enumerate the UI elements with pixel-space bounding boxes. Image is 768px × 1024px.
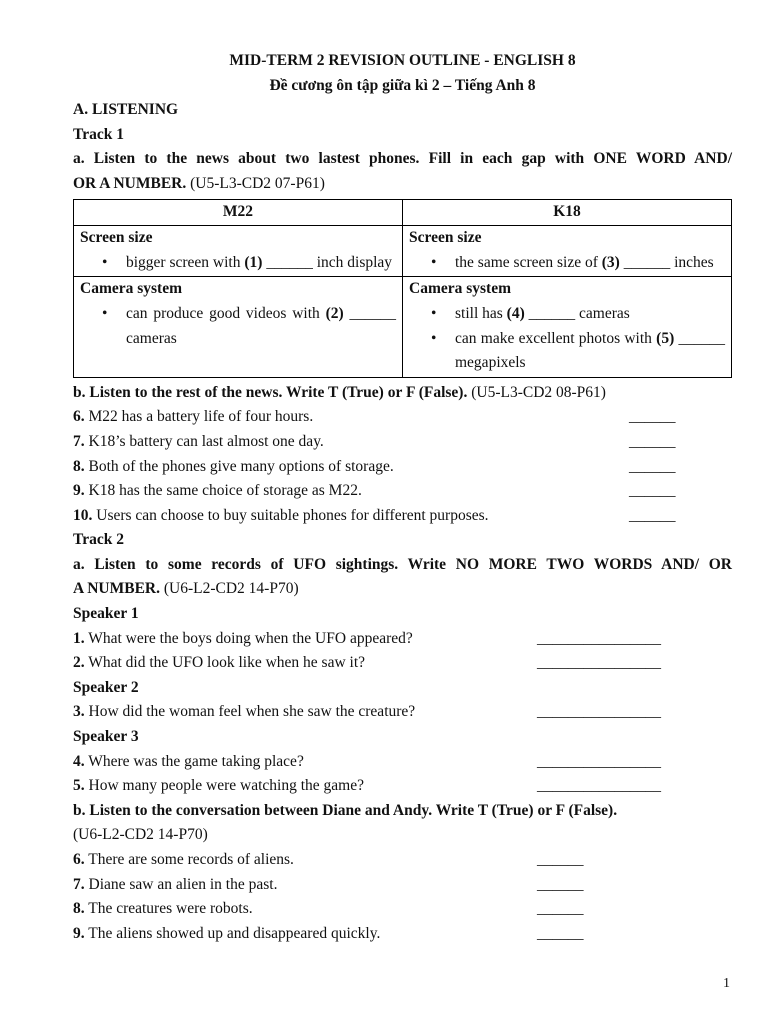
track1-b-instruction <box>73 381 732 406</box>
table-cell <box>74 277 403 377</box>
item-text: still has <box>455 304 507 322</box>
cell-heading: Camera system <box>80 280 183 298</box>
true-false-item <box>73 504 732 529</box>
list-item <box>126 251 396 276</box>
answer-blank: ______ <box>629 432 676 450</box>
answer-blank: ______ <box>537 924 584 942</box>
bullet-list <box>80 302 396 351</box>
question <box>73 750 304 775</box>
item-number: 3. <box>73 703 85 721</box>
item-text: the same screen size of <box>455 253 602 271</box>
question-text: Where was the game taking place? <box>84 752 304 770</box>
column-header-k18: K18 <box>403 199 732 226</box>
gap-number: (4) <box>506 304 525 322</box>
document-title: MID-TERM 2 REVISION OUTLINE - ENGLISH 8 <box>229 52 576 69</box>
answer-blank: ______ <box>629 408 676 426</box>
true-false-item <box>73 897 732 922</box>
question <box>73 700 415 725</box>
speaker-2-label: Speaker 2 <box>73 678 139 696</box>
item-number: 8. <box>73 457 85 475</box>
true-false-item <box>73 405 732 430</box>
item-number: 7. <box>73 875 85 893</box>
question-item <box>73 774 732 799</box>
question-item <box>73 627 732 652</box>
table-header-row <box>74 199 732 226</box>
item-number: 7. <box>73 432 85 450</box>
table-row <box>74 226 732 277</box>
gap-number: (3) <box>601 253 620 271</box>
table-cell <box>403 226 732 277</box>
track2-b-reference: (U6-L2-CD2 14-P70) <box>73 826 208 844</box>
statement <box>73 430 324 455</box>
instruction-reference: (U5-L3-CD2 07-P61) <box>186 174 325 192</box>
true-false-item <box>73 455 732 480</box>
answer-blank: ________________ <box>537 629 661 647</box>
track2-b-instruction: b. Listen to the conversation between Diane and Andy. Write T (True) or F (False). <box>73 801 618 819</box>
bullet-list <box>409 251 725 276</box>
item-number: 6. <box>73 408 85 426</box>
question <box>73 774 364 799</box>
statement <box>73 922 380 947</box>
answer-blank: ______ <box>629 482 676 500</box>
statement <box>73 479 362 504</box>
true-false-item <box>73 848 732 873</box>
track1-heading: Track 1 <box>73 125 124 143</box>
statement-text: Diane saw an alien in the past. <box>84 875 278 893</box>
page-number: 1 <box>723 976 730 991</box>
statement <box>73 897 253 922</box>
question-text: What did the UFO look like when he saw it? <box>84 654 366 672</box>
item-number: 6. <box>73 851 85 868</box>
item-text: ______ inch display <box>262 253 393 271</box>
question-item <box>73 651 732 676</box>
statement-text: Both of the phones give many options of storage. <box>84 457 394 475</box>
statement-text: The creatures were robots. <box>84 900 253 918</box>
gap-number: (1) <box>244 253 263 271</box>
item-number: 9. <box>73 924 85 942</box>
gap-number: (2) <box>325 304 344 322</box>
speaker-1-label: Speaker 1 <box>73 605 139 623</box>
table-cell <box>74 226 403 277</box>
track1-a-instruction-line2 <box>73 172 732 197</box>
column-header-m22: M22 <box>74 199 403 226</box>
question-item <box>73 700 732 725</box>
item-number: 4. <box>73 752 85 770</box>
statement <box>73 405 313 430</box>
instruction-reference: (U6-L2-CD2 14-P70) <box>159 580 299 598</box>
question <box>73 651 365 676</box>
statement-text: K18’s battery can last almost one day. <box>84 432 324 450</box>
statement-text: The aliens showed up and disappeared quickly. <box>84 924 381 942</box>
answer-blank: ______ <box>629 506 676 524</box>
statement-text: Users can choose to buy suitable phones for different purposes. <box>92 506 489 524</box>
answer-blank: ________________ <box>537 703 661 721</box>
cell-heading: Camera system <box>409 280 512 298</box>
statement-text: M22 has a battery life of four hours. <box>84 408 314 426</box>
statement <box>73 848 294 873</box>
question-text: How many people were watching the game? <box>84 777 364 795</box>
track1-a-instruction-line1: a. Listen to the news about two lastest phones. Fill in each gap with ONE WORD AND/ <box>73 150 732 168</box>
answer-blank: ______ <box>537 851 584 868</box>
track2-a-instruction-line1: a. Listen to some records of UFO sightings. Write NO MORE TWO WORDS AND/ OR <box>73 555 732 573</box>
question-text: How did the woman feel when she saw the creature? <box>84 703 416 721</box>
instruction-bold: OR A NUMBER. <box>73 174 187 192</box>
document-page <box>73 49 732 946</box>
question-text: What were the boys doing when the UFO appeared? <box>84 629 413 647</box>
track2-heading: Track 2 <box>73 531 124 549</box>
cell-heading: Screen size <box>409 229 482 247</box>
item-text: ______ cameras <box>126 304 396 347</box>
item-number: 1. <box>73 629 85 647</box>
statement <box>73 504 489 529</box>
statement <box>73 455 394 480</box>
answer-blank: ______ <box>537 900 584 918</box>
bullet-list <box>409 302 725 376</box>
answer-blank: ______ <box>537 875 584 893</box>
statement-text: K18 has the same choice of storage as M22. <box>84 482 362 500</box>
item-text: bigger screen with <box>126 253 245 271</box>
answer-blank: ________________ <box>537 654 661 672</box>
list-item <box>126 302 396 351</box>
gap-number: (5) <box>656 329 675 347</box>
instruction-bold: b. Listen to the rest of the news. Write T (True) or F (False). <box>73 383 468 401</box>
answer-blank: ______ <box>629 457 676 475</box>
true-false-item <box>73 873 732 898</box>
document-subtitle: Đề cương ôn tập giữa kì 2 – Tiếng Anh 8 <box>269 76 536 94</box>
section-heading-listening: A. LISTENING <box>73 101 179 119</box>
item-number: 2. <box>73 654 85 672</box>
item-number: 8. <box>73 900 85 918</box>
table-cell <box>403 277 732 377</box>
phones-comparison-table <box>73 199 732 378</box>
true-false-item <box>73 479 732 504</box>
list-item <box>455 302 725 327</box>
item-text: ______ megapixels <box>455 329 725 372</box>
track2-a-instruction-line2 <box>73 577 732 602</box>
list-item <box>455 327 725 376</box>
question-item <box>73 750 732 775</box>
answer-blank: ________________ <box>537 777 661 795</box>
item-number: 9. <box>73 482 85 500</box>
item-number: 5. <box>73 777 85 795</box>
speaker-3-label: Speaker 3 <box>73 728 139 746</box>
item-text: can make excellent photos with <box>455 329 657 347</box>
statement-text: There are some records of aliens. <box>84 851 294 868</box>
cell-heading: Screen size <box>80 229 153 247</box>
true-false-item <box>73 922 732 947</box>
answer-blank: ________________ <box>537 752 661 770</box>
bullet-list <box>80 251 396 276</box>
item-number: 10. <box>73 506 93 524</box>
instruction-reference: (U5-L3-CD2 08-P61) <box>467 383 606 401</box>
list-item <box>455 251 725 276</box>
item-text: ______ cameras <box>524 304 630 322</box>
statement <box>73 873 277 898</box>
table-row <box>74 277 732 377</box>
item-text: ______ inches <box>619 253 714 271</box>
true-false-item <box>73 430 732 455</box>
item-text: can produce good videos with <box>126 304 326 322</box>
instruction-bold: A NUMBER. <box>73 580 160 598</box>
question <box>73 627 413 652</box>
